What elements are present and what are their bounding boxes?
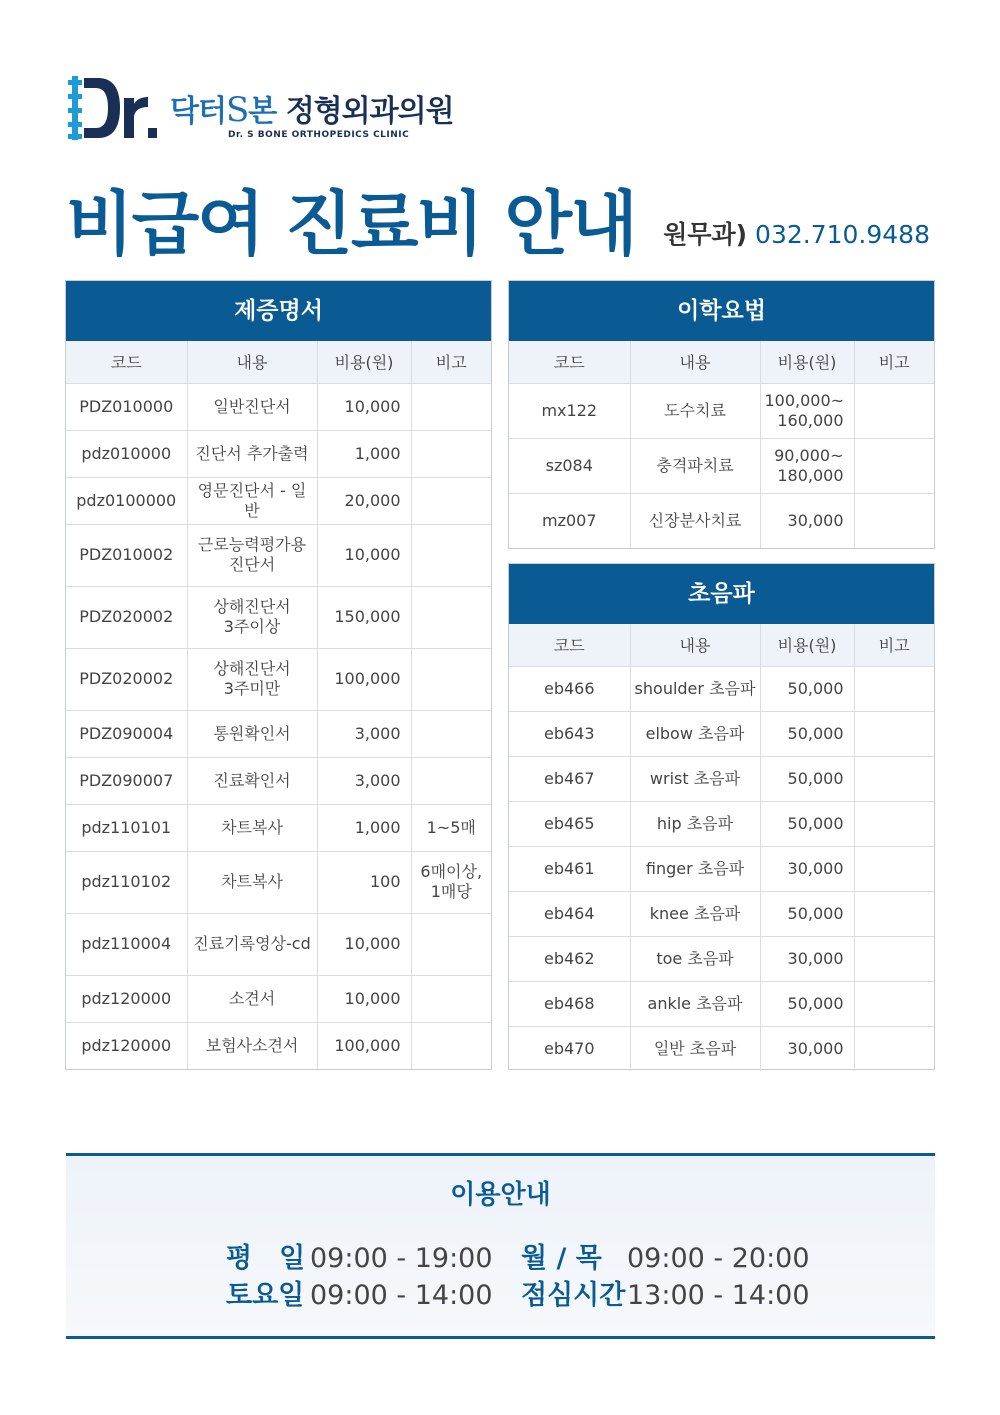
table-row: [66, 851, 491, 913]
table-row: [66, 430, 491, 477]
cell-content: ankle 초음파: [630, 981, 760, 1026]
cell-content: 영문진단서 - 일반: [187, 477, 317, 524]
cell-content: 진료확인서: [187, 757, 317, 804]
cell-note: [411, 1022, 491, 1069]
cell-note: [854, 1026, 934, 1071]
monthu-hours: [521, 1236, 810, 1275]
col-note-header: 비고: [854, 341, 934, 383]
table-row: [509, 981, 934, 1026]
cell-cost: 30,000: [760, 846, 854, 891]
cell-content: 근로능력평가용 진단서: [187, 524, 317, 586]
ultrasound-title: 초음파: [509, 564, 934, 624]
cell-cost: 50,000: [760, 711, 854, 756]
cell-note: [411, 913, 491, 975]
table-row: [66, 648, 491, 710]
cell-note: [411, 586, 491, 648]
weekday-time: 09:00 - 19:00: [310, 1243, 493, 1274]
ultrasound-panel: [508, 563, 935, 1070]
cell-content: 일반진단서: [187, 383, 317, 430]
cell-note: [854, 756, 934, 801]
cell-code: eb462: [509, 936, 630, 981]
cell-cost: 30,000: [760, 1026, 854, 1071]
table-row: [509, 666, 934, 711]
cell-cost: 3,000: [317, 757, 411, 804]
table-row: [509, 438, 934, 493]
cell-note: [854, 801, 934, 846]
cell-cost: 50,000: [760, 756, 854, 801]
lunch-time: 13:00 - 14:00: [627, 1280, 810, 1311]
cell-cost: 100: [317, 851, 411, 913]
therapy-title: 이학요법: [509, 281, 934, 341]
phone-info: [663, 215, 930, 251]
cell-content: 보험사소견서: [187, 1022, 317, 1069]
table-row: [509, 891, 934, 936]
table-row: [66, 804, 491, 851]
cell-cost: 50,000: [760, 981, 854, 1026]
cell-note: [411, 975, 491, 1022]
cell-code: pdz0100000: [66, 477, 187, 524]
table-row: [66, 586, 491, 648]
table-row: [509, 936, 934, 981]
cell-cost: 20,000: [317, 477, 411, 524]
cell-note: 1~5매: [411, 804, 491, 851]
cell-content: 신장분사치료: [630, 493, 760, 548]
col-content-header: 내용: [630, 341, 760, 383]
col-cost-header: 비용(원): [760, 624, 854, 666]
cell-note: [854, 891, 934, 936]
cell-code: pdz120000: [66, 975, 187, 1022]
cell-code: sz084: [509, 438, 630, 493]
clinic-logo: [68, 74, 468, 146]
cell-note: [854, 981, 934, 1026]
cell-content: finger 초음파: [630, 846, 760, 891]
cell-content: knee 초음파: [630, 891, 760, 936]
cell-content: 충격파치료: [630, 438, 760, 493]
table-row: [66, 975, 491, 1022]
cell-code: PDZ090004: [66, 710, 187, 757]
cell-content: hip 초음파: [630, 801, 760, 846]
monthu-time: 09:00 - 20:00: [627, 1243, 810, 1274]
col-content-header: 내용: [630, 624, 760, 666]
monthu-label: 월 / 목: [521, 1243, 602, 1274]
cell-note: [411, 430, 491, 477]
usage-info-title: 이용안내: [450, 1180, 551, 1210]
table-row: [66, 757, 491, 804]
table-row: [509, 493, 934, 548]
cell-content: 진료기록영상-cd: [187, 913, 317, 975]
cell-cost: 50,000: [760, 801, 854, 846]
cell-content: wrist 초음파: [630, 756, 760, 801]
cell-content: 소견서: [187, 975, 317, 1022]
cell-code: eb467: [509, 756, 630, 801]
col-note-header: 비고: [854, 624, 934, 666]
cell-note: [854, 846, 934, 891]
cell-code: PDZ020002: [66, 586, 187, 648]
lunch-label: 점심시간: [521, 1280, 626, 1311]
cell-cost: 90,000~ 180,000: [760, 438, 854, 493]
cell-content: 진단서 추가출력: [187, 430, 317, 477]
cell-cost: 30,000: [760, 493, 854, 548]
cell-content: 일반 초음파: [630, 1026, 760, 1071]
cell-code: PDZ020002: [66, 648, 187, 710]
cell-note: [411, 648, 491, 710]
cell-cost: 3,000: [317, 710, 411, 757]
cell-cost: 1,000: [317, 804, 411, 851]
ultrasound-table: [509, 624, 934, 1071]
table-row: [509, 846, 934, 891]
table-row: [509, 711, 934, 756]
cell-note: [411, 757, 491, 804]
cell-code: pdz110101: [66, 804, 187, 851]
cell-cost: 30,000: [760, 936, 854, 981]
cell-content: 도수치료: [630, 383, 760, 438]
weekday-hours: [226, 1236, 493, 1275]
saturday-time: 09:00 - 14:00: [310, 1280, 493, 1311]
dr-logo-mark: [68, 74, 158, 142]
col-note-header: 비고: [411, 341, 491, 383]
cell-note: [854, 493, 934, 548]
cell-cost: 10,000: [317, 524, 411, 586]
saturday-label: 토요일: [226, 1280, 305, 1311]
table-row: [66, 913, 491, 975]
certificates-table: [66, 341, 491, 1069]
table-row: [66, 477, 491, 524]
cell-code: eb643: [509, 711, 630, 756]
cell-note: [854, 711, 934, 756]
cell-cost: 50,000: [760, 891, 854, 936]
certificates-panel: [65, 280, 492, 1070]
table-row: [66, 383, 491, 430]
page-title: 비급여 진료비 안내: [66, 183, 636, 265]
col-cost-header: 비용(원): [760, 341, 854, 383]
cell-note: [854, 383, 934, 438]
cell-note: [854, 438, 934, 493]
certificates-title: 제증명서: [66, 281, 491, 341]
cell-cost: 100,000~ 160,000: [760, 383, 854, 438]
cell-content: 상해진단서 3주미만: [187, 648, 317, 710]
cell-code: PDZ010002: [66, 524, 187, 586]
cell-code: eb470: [509, 1026, 630, 1071]
cell-cost: 1,000: [317, 430, 411, 477]
cell-code: PDZ010000: [66, 383, 187, 430]
cell-content: elbow 초음파: [630, 711, 760, 756]
cell-note: [411, 477, 491, 524]
cell-cost: 10,000: [317, 913, 411, 975]
cell-note: 6매이상, 1매당: [411, 851, 491, 913]
cell-code: eb468: [509, 981, 630, 1026]
cell-code: mx122: [509, 383, 630, 438]
phone-number: 032.710.9488: [755, 220, 930, 249]
table-row: [66, 1022, 491, 1069]
cell-code: eb464: [509, 891, 630, 936]
table-row: [509, 801, 934, 846]
saturday-hours: [226, 1273, 493, 1312]
cell-code: pdz010000: [66, 430, 187, 477]
cell-code: pdz120000: [66, 1022, 187, 1069]
cell-code: pdz110102: [66, 851, 187, 913]
cell-note: [854, 666, 934, 711]
cell-content: 통원확인서: [187, 710, 317, 757]
cell-note: [411, 524, 491, 586]
usage-info-section: [66, 1153, 935, 1339]
cell-cost: 10,000: [317, 975, 411, 1022]
col-code-header: 코드: [509, 624, 630, 666]
col-code-header: 코드: [509, 341, 630, 383]
cell-cost: 10,000: [317, 383, 411, 430]
col-content-header: 내용: [187, 341, 317, 383]
cell-note: [411, 710, 491, 757]
cell-note: [854, 936, 934, 981]
weekday-label: 평 일: [226, 1243, 306, 1274]
cell-cost: 100,000: [317, 648, 411, 710]
cell-code: pdz110004: [66, 913, 187, 975]
cell-content: 상해진단서 3주이상: [187, 586, 317, 648]
phone-label: 원무과): [663, 220, 748, 249]
lunch-hours: [521, 1273, 810, 1312]
table-row: [509, 1026, 934, 1071]
cell-content: 차트복사: [187, 851, 317, 913]
cell-code: eb461: [509, 846, 630, 891]
clinic-name-english: Dr. S BONE ORTHOPEDICS CLINIC: [228, 130, 410, 140]
table-row: [66, 524, 491, 586]
cell-content: shoulder 초음파: [630, 666, 760, 711]
therapy-table: [509, 341, 934, 548]
table-row: [509, 756, 934, 801]
cell-code: eb465: [509, 801, 630, 846]
clinic-name-korean: 닥터S본 정형외과의원: [170, 90, 454, 130]
cell-content: toe 초음파: [630, 936, 760, 981]
col-code-header: 코드: [66, 341, 187, 383]
cell-note: [411, 383, 491, 430]
cell-code: PDZ090007: [66, 757, 187, 804]
cell-cost: 150,000: [317, 586, 411, 648]
therapy-panel: [508, 280, 935, 549]
cell-code: eb466: [509, 666, 630, 711]
cell-cost: 100,000: [317, 1022, 411, 1069]
cell-code: mz007: [509, 493, 630, 548]
table-row: [66, 710, 491, 757]
cell-content: 차트복사: [187, 804, 317, 851]
cell-cost: 50,000: [760, 666, 854, 711]
col-cost-header: 비용(원): [317, 341, 411, 383]
table-row: [509, 383, 934, 438]
